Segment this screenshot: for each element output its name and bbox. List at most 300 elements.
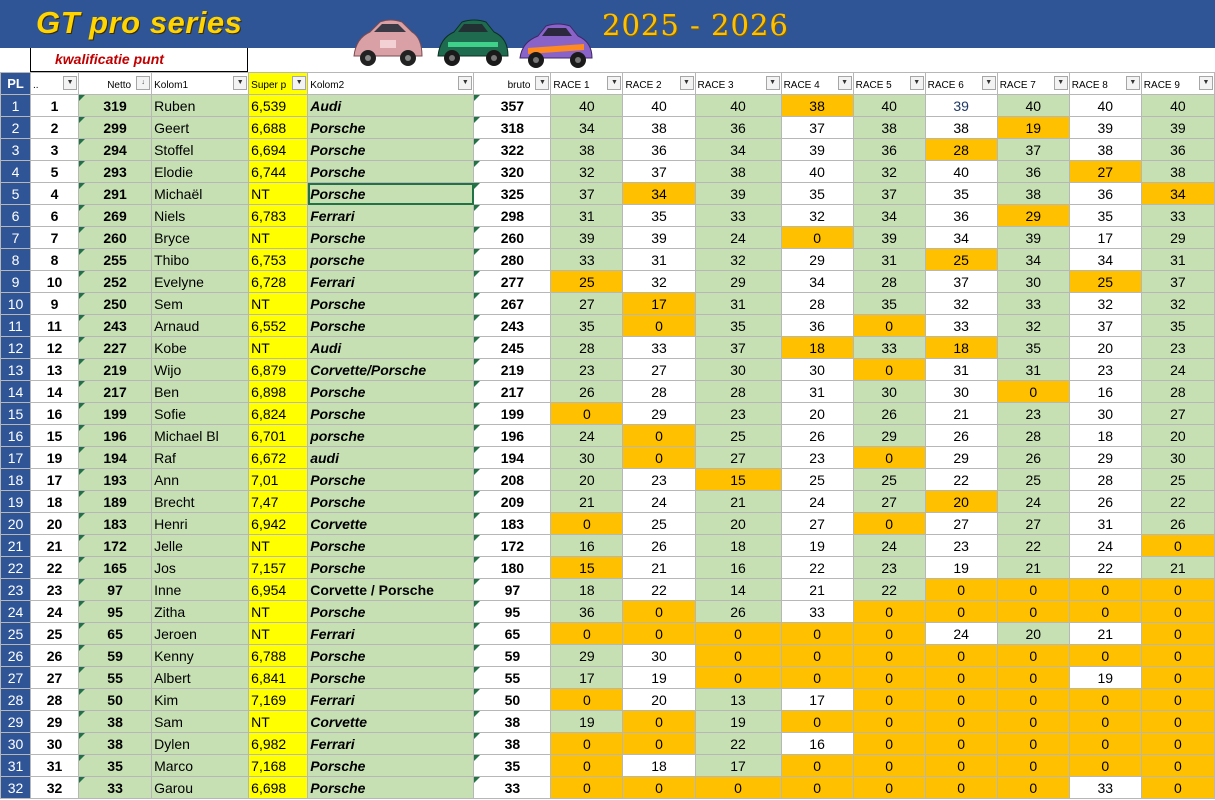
filter-dropdown-icon[interactable]: ▼ bbox=[766, 76, 780, 90]
race-7-cell[interactable]: 21 bbox=[997, 557, 1069, 579]
race-4-cell[interactable]: 29 bbox=[781, 249, 853, 271]
race-1-cell[interactable]: 38 bbox=[551, 139, 623, 161]
position-cell[interactable]: 23 bbox=[31, 579, 79, 601]
position-cell[interactable]: 19 bbox=[31, 447, 79, 469]
race-9-cell[interactable]: 0 bbox=[1141, 601, 1214, 623]
position-cell[interactable]: 20 bbox=[31, 513, 79, 535]
race-3-cell[interactable]: 28 bbox=[695, 381, 781, 403]
driver-name-cell[interactable]: Sem bbox=[152, 293, 249, 315]
header-bruto[interactable]: bruto ▼ bbox=[474, 73, 551, 95]
race-4-cell[interactable]: 38 bbox=[781, 95, 853, 117]
race-6-cell[interactable]: 30 bbox=[925, 381, 997, 403]
race-5-cell[interactable]: 27 bbox=[853, 491, 925, 513]
race-2-cell[interactable]: 33 bbox=[623, 337, 695, 359]
brand-cell[interactable]: Corvette/Porsche bbox=[308, 359, 474, 381]
race-8-cell[interactable]: 30 bbox=[1069, 403, 1141, 425]
race-4-cell[interactable]: 0 bbox=[781, 711, 853, 733]
race-1-cell[interactable]: 27 bbox=[551, 293, 623, 315]
netto-cell[interactable]: 299 bbox=[79, 117, 152, 139]
netto-cell[interactable]: 172 bbox=[79, 535, 152, 557]
race-2-cell[interactable]: 29 bbox=[623, 403, 695, 425]
race-2-cell[interactable]: 26 bbox=[623, 535, 695, 557]
driver-name-cell[interactable]: Zitha bbox=[152, 601, 249, 623]
race-7-cell[interactable]: 0 bbox=[997, 711, 1069, 733]
filter-dropdown-icon[interactable]: ▼ bbox=[910, 76, 924, 90]
race-7-cell[interactable]: 23 bbox=[997, 403, 1069, 425]
race-7-cell[interactable]: 19 bbox=[997, 117, 1069, 139]
race-7-cell[interactable]: 24 bbox=[997, 491, 1069, 513]
race-7-cell[interactable]: 0 bbox=[997, 645, 1069, 667]
brand-cell[interactable]: Porsche bbox=[308, 403, 474, 425]
race-9-cell[interactable]: 0 bbox=[1141, 711, 1214, 733]
race-9-cell[interactable]: 34 bbox=[1141, 183, 1214, 205]
header-race-1[interactable]: RACE 1 ▼ bbox=[551, 73, 623, 95]
race-9-cell[interactable]: 0 bbox=[1141, 777, 1214, 799]
race-9-cell[interactable]: 39 bbox=[1141, 117, 1214, 139]
race-5-cell[interactable]: 25 bbox=[853, 469, 925, 491]
position-cell[interactable]: 17 bbox=[31, 469, 79, 491]
position-cell[interactable]: 25 bbox=[31, 623, 79, 645]
position-cell[interactable]: 8 bbox=[31, 249, 79, 271]
race-9-cell[interactable]: 25 bbox=[1141, 469, 1214, 491]
race-6-cell[interactable]: 0 bbox=[925, 645, 997, 667]
race-2-cell[interactable]: 25 bbox=[623, 513, 695, 535]
race-9-cell[interactable]: 0 bbox=[1141, 689, 1214, 711]
super-pole-cell[interactable]: NT bbox=[249, 293, 308, 315]
race-2-cell[interactable]: 21 bbox=[623, 557, 695, 579]
driver-name-cell[interactable]: Ben bbox=[152, 381, 249, 403]
race-6-cell[interactable]: 21 bbox=[925, 403, 997, 425]
race-7-cell[interactable]: 0 bbox=[997, 755, 1069, 777]
filter-dropdown-icon[interactable]: ▼ bbox=[607, 76, 621, 90]
race-5-cell[interactable]: 38 bbox=[853, 117, 925, 139]
bruto-cell[interactable]: 35 bbox=[474, 755, 551, 777]
race-3-cell[interactable]: 39 bbox=[695, 183, 781, 205]
race-1-cell[interactable]: 24 bbox=[551, 425, 623, 447]
netto-cell[interactable]: 255 bbox=[79, 249, 152, 271]
race-1-cell[interactable]: 0 bbox=[551, 755, 623, 777]
race-7-cell[interactable]: 0 bbox=[997, 777, 1069, 799]
super-pole-cell[interactable]: 6,753 bbox=[249, 249, 308, 271]
race-4-cell[interactable]: 30 bbox=[781, 359, 853, 381]
race-1-cell[interactable]: 31 bbox=[551, 205, 623, 227]
race-7-cell[interactable]: 38 bbox=[997, 183, 1069, 205]
race-3-cell[interactable]: 38 bbox=[695, 161, 781, 183]
race-9-cell[interactable]: 24 bbox=[1141, 359, 1214, 381]
driver-name-cell[interactable]: Wijo bbox=[152, 359, 249, 381]
brand-cell[interactable]: Ferrari bbox=[308, 689, 474, 711]
super-pole-cell[interactable]: NT bbox=[249, 535, 308, 557]
race-4-cell[interactable]: 18 bbox=[781, 337, 853, 359]
race-1-cell[interactable]: 0 bbox=[551, 623, 623, 645]
race-4-cell[interactable]: 0 bbox=[781, 623, 853, 645]
netto-cell[interactable]: 260 bbox=[79, 227, 152, 249]
race-8-cell[interactable]: 0 bbox=[1069, 711, 1141, 733]
header-super[interactable]: Super p ▼ bbox=[249, 73, 308, 95]
position-cell[interactable]: 14 bbox=[31, 381, 79, 403]
driver-name-cell[interactable]: Raf bbox=[152, 447, 249, 469]
position-cell[interactable]: 15 bbox=[31, 425, 79, 447]
bruto-cell[interactable]: 50 bbox=[474, 689, 551, 711]
bruto-cell[interactable]: 243 bbox=[474, 315, 551, 337]
brand-cell[interactable]: Ferrari bbox=[308, 623, 474, 645]
netto-cell[interactable]: 95 bbox=[79, 601, 152, 623]
driver-name-cell[interactable]: Evelyne bbox=[152, 271, 249, 293]
race-7-cell[interactable]: 0 bbox=[997, 733, 1069, 755]
brand-cell[interactable]: Porsche bbox=[308, 139, 474, 161]
filter-dropdown-icon[interactable]: ▼ bbox=[535, 76, 549, 90]
race-3-cell[interactable]: 20 bbox=[695, 513, 781, 535]
race-5-cell[interactable]: 31 bbox=[853, 249, 925, 271]
race-9-cell[interactable]: 0 bbox=[1141, 645, 1214, 667]
race-5-cell[interactable]: 0 bbox=[853, 689, 925, 711]
driver-name-cell[interactable]: Michaël bbox=[152, 183, 249, 205]
position-cell[interactable]: 2 bbox=[31, 117, 79, 139]
filter-dropdown-icon[interactable]: ▼ bbox=[233, 76, 247, 90]
super-pole-cell[interactable]: 6,539 bbox=[249, 95, 308, 117]
position-cell[interactable]: 12 bbox=[31, 337, 79, 359]
brand-cell[interactable]: Corvette bbox=[308, 711, 474, 733]
position-cell[interactable]: 32 bbox=[31, 777, 79, 799]
race-3-cell[interactable]: 33 bbox=[695, 205, 781, 227]
race-8-cell[interactable]: 27 bbox=[1069, 161, 1141, 183]
race-4-cell[interactable]: 0 bbox=[781, 755, 853, 777]
race-5-cell[interactable]: 32 bbox=[853, 161, 925, 183]
race-2-cell[interactable]: 0 bbox=[623, 425, 695, 447]
position-cell[interactable]: 5 bbox=[31, 161, 79, 183]
race-8-cell[interactable]: 25 bbox=[1069, 271, 1141, 293]
driver-name-cell[interactable]: Sofie bbox=[152, 403, 249, 425]
super-pole-cell[interactable]: 6,942 bbox=[249, 513, 308, 535]
race-8-cell[interactable]: 24 bbox=[1069, 535, 1141, 557]
race-4-cell[interactable]: 24 bbox=[781, 491, 853, 513]
position-cell[interactable]: 1 bbox=[31, 95, 79, 117]
netto-cell[interactable]: 38 bbox=[79, 733, 152, 755]
super-pole-cell[interactable]: NT bbox=[249, 601, 308, 623]
super-pole-cell[interactable]: NT bbox=[249, 183, 308, 205]
race-4-cell[interactable]: 25 bbox=[781, 469, 853, 491]
brand-cell[interactable]: Porsche bbox=[308, 491, 474, 513]
race-2-cell[interactable]: 18 bbox=[623, 755, 695, 777]
race-5-cell[interactable]: 0 bbox=[853, 733, 925, 755]
race-3-cell[interactable]: 0 bbox=[695, 667, 781, 689]
race-7-cell[interactable]: 20 bbox=[997, 623, 1069, 645]
netto-cell[interactable]: 33 bbox=[79, 777, 152, 799]
race-9-cell[interactable]: 0 bbox=[1141, 535, 1214, 557]
race-4-cell[interactable]: 34 bbox=[781, 271, 853, 293]
brand-cell[interactable]: Porsche bbox=[308, 667, 474, 689]
header-race-4[interactable]: RACE 4 ▼ bbox=[781, 73, 853, 95]
brand-cell[interactable]: Porsche bbox=[308, 161, 474, 183]
race-2-cell[interactable]: 24 bbox=[623, 491, 695, 513]
race-2-cell[interactable]: 28 bbox=[623, 381, 695, 403]
bruto-cell[interactable]: 199 bbox=[474, 403, 551, 425]
race-1-cell[interactable]: 20 bbox=[551, 469, 623, 491]
race-3-cell[interactable]: 29 bbox=[695, 271, 781, 293]
driver-name-cell[interactable]: Sam bbox=[152, 711, 249, 733]
filter-dropdown-icon[interactable]: ▼ bbox=[1054, 76, 1068, 90]
driver-name-cell[interactable]: Kenny bbox=[152, 645, 249, 667]
race-6-cell[interactable]: 19 bbox=[925, 557, 997, 579]
race-3-cell[interactable]: 36 bbox=[695, 117, 781, 139]
position-cell[interactable]: 21 bbox=[31, 535, 79, 557]
super-pole-cell[interactable]: 7,47 bbox=[249, 491, 308, 513]
race-1-cell[interactable]: 21 bbox=[551, 491, 623, 513]
race-9-cell[interactable]: 0 bbox=[1141, 667, 1214, 689]
brand-cell[interactable]: Porsche bbox=[308, 557, 474, 579]
race-1-cell[interactable]: 15 bbox=[551, 557, 623, 579]
race-1-cell[interactable]: 0 bbox=[551, 513, 623, 535]
race-1-cell[interactable]: 0 bbox=[551, 689, 623, 711]
race-2-cell[interactable]: 0 bbox=[623, 733, 695, 755]
position-cell[interactable]: 31 bbox=[31, 755, 79, 777]
netto-cell[interactable]: 269 bbox=[79, 205, 152, 227]
race-1-cell[interactable]: 35 bbox=[551, 315, 623, 337]
race-4-cell[interactable]: 16 bbox=[781, 733, 853, 755]
race-8-cell[interactable]: 26 bbox=[1069, 491, 1141, 513]
race-8-cell[interactable]: 33 bbox=[1069, 777, 1141, 799]
race-3-cell[interactable]: 16 bbox=[695, 557, 781, 579]
bruto-cell[interactable]: 277 bbox=[474, 271, 551, 293]
race-6-cell[interactable]: 35 bbox=[925, 183, 997, 205]
race-5-cell[interactable]: 23 bbox=[853, 557, 925, 579]
bruto-cell[interactable]: 357 bbox=[474, 95, 551, 117]
race-8-cell[interactable]: 37 bbox=[1069, 315, 1141, 337]
brand-cell[interactable]: Porsche bbox=[308, 117, 474, 139]
race-5-cell[interactable]: 29 bbox=[853, 425, 925, 447]
race-5-cell[interactable]: 37 bbox=[853, 183, 925, 205]
race-6-cell[interactable]: 33 bbox=[925, 315, 997, 337]
race-8-cell[interactable]: 34 bbox=[1069, 249, 1141, 271]
race-5-cell[interactable]: 35 bbox=[853, 293, 925, 315]
race-4-cell[interactable]: 33 bbox=[781, 601, 853, 623]
driver-name-cell[interactable]: Geert bbox=[152, 117, 249, 139]
race-9-cell[interactable]: 0 bbox=[1141, 733, 1214, 755]
race-1-cell[interactable]: 39 bbox=[551, 227, 623, 249]
race-7-cell[interactable]: 25 bbox=[997, 469, 1069, 491]
race-3-cell[interactable]: 32 bbox=[695, 249, 781, 271]
race-7-cell[interactable]: 34 bbox=[997, 249, 1069, 271]
position-cell[interactable]: 4 bbox=[31, 183, 79, 205]
race-3-cell[interactable]: 37 bbox=[695, 337, 781, 359]
race-8-cell[interactable]: 39 bbox=[1069, 117, 1141, 139]
header-netto[interactable]: Netto ↓ bbox=[79, 73, 152, 95]
super-pole-cell[interactable]: 6,841 bbox=[249, 667, 308, 689]
race-3-cell[interactable]: 30 bbox=[695, 359, 781, 381]
sort-filter-icon[interactable]: ↓ bbox=[136, 76, 150, 90]
race-9-cell[interactable]: 26 bbox=[1141, 513, 1214, 535]
bruto-cell[interactable]: 208 bbox=[474, 469, 551, 491]
netto-cell[interactable]: 65 bbox=[79, 623, 152, 645]
race-6-cell[interactable]: 20 bbox=[925, 491, 997, 513]
race-1-cell[interactable]: 30 bbox=[551, 447, 623, 469]
bruto-cell[interactable]: 38 bbox=[474, 711, 551, 733]
super-pole-cell[interactable]: 6,701 bbox=[249, 425, 308, 447]
filter-dropdown-icon[interactable]: ▼ bbox=[680, 76, 694, 90]
super-pole-cell[interactable]: 6,694 bbox=[249, 139, 308, 161]
driver-name-cell[interactable]: Elodie bbox=[152, 161, 249, 183]
header-kolom2[interactable]: Kolom2 ▼ bbox=[308, 73, 474, 95]
race-7-cell[interactable]: 26 bbox=[997, 447, 1069, 469]
position-cell[interactable]: 10 bbox=[31, 271, 79, 293]
driver-name-cell[interactable]: Thibo bbox=[152, 249, 249, 271]
race-1-cell[interactable]: 37 bbox=[551, 183, 623, 205]
race-3-cell[interactable]: 25 bbox=[695, 425, 781, 447]
bruto-cell[interactable]: 172 bbox=[474, 535, 551, 557]
driver-name-cell[interactable]: Jos bbox=[152, 557, 249, 579]
super-pole-cell[interactable]: NT bbox=[249, 337, 308, 359]
netto-cell[interactable]: 194 bbox=[79, 447, 152, 469]
race-7-cell[interactable]: 22 bbox=[997, 535, 1069, 557]
bruto-cell[interactable]: 318 bbox=[474, 117, 551, 139]
brand-cell[interactable]: audi bbox=[308, 447, 474, 469]
race-1-cell[interactable]: 40 bbox=[551, 95, 623, 117]
race-3-cell[interactable]: 13 bbox=[695, 689, 781, 711]
bruto-cell[interactable]: 217 bbox=[474, 381, 551, 403]
driver-name-cell[interactable]: Arnaud bbox=[152, 315, 249, 337]
driver-name-cell[interactable]: Jelle bbox=[152, 535, 249, 557]
race-2-cell[interactable]: 17 bbox=[623, 293, 695, 315]
race-3-cell[interactable]: 26 bbox=[695, 601, 781, 623]
race-1-cell[interactable]: 26 bbox=[551, 381, 623, 403]
race-3-cell[interactable]: 18 bbox=[695, 535, 781, 557]
driver-name-cell[interactable]: Ruben bbox=[152, 95, 249, 117]
brand-cell[interactable]: Ferrari bbox=[308, 733, 474, 755]
race-8-cell[interactable]: 36 bbox=[1069, 183, 1141, 205]
bruto-cell[interactable]: 183 bbox=[474, 513, 551, 535]
header-kolom1[interactable]: Kolom1 ▼ bbox=[152, 73, 249, 95]
race-6-cell[interactable]: 34 bbox=[925, 227, 997, 249]
race-3-cell[interactable]: 0 bbox=[695, 623, 781, 645]
race-2-cell[interactable]: 38 bbox=[623, 117, 695, 139]
position-cell[interactable]: 22 bbox=[31, 557, 79, 579]
race-4-cell[interactable]: 39 bbox=[781, 139, 853, 161]
race-9-cell[interactable]: 27 bbox=[1141, 403, 1214, 425]
bruto-cell[interactable]: 322 bbox=[474, 139, 551, 161]
brand-cell[interactable]: Porsche bbox=[308, 645, 474, 667]
driver-name-cell[interactable]: Inne bbox=[152, 579, 249, 601]
header-pos[interactable]: .. ▼ bbox=[31, 73, 79, 95]
brand-cell[interactable]: porsche bbox=[308, 249, 474, 271]
race-9-cell[interactable]: 33 bbox=[1141, 205, 1214, 227]
race-2-cell[interactable]: 22 bbox=[623, 579, 695, 601]
race-2-cell[interactable]: 30 bbox=[623, 645, 695, 667]
race-5-cell[interactable]: 36 bbox=[853, 139, 925, 161]
race-4-cell[interactable]: 0 bbox=[781, 645, 853, 667]
race-8-cell[interactable]: 0 bbox=[1069, 645, 1141, 667]
brand-cell[interactable]: Porsche bbox=[308, 535, 474, 557]
brand-cell[interactable]: Porsche bbox=[308, 227, 474, 249]
super-pole-cell[interactable]: 6,824 bbox=[249, 403, 308, 425]
race-9-cell[interactable]: 37 bbox=[1141, 271, 1214, 293]
netto-cell[interactable]: 165 bbox=[79, 557, 152, 579]
race-6-cell[interactable]: 31 bbox=[925, 359, 997, 381]
driver-name-cell[interactable]: Michael Bl bbox=[152, 425, 249, 447]
race-2-cell[interactable]: 32 bbox=[623, 271, 695, 293]
race-9-cell[interactable]: 30 bbox=[1141, 447, 1214, 469]
race-7-cell[interactable]: 0 bbox=[997, 667, 1069, 689]
brand-cell[interactable]: Ferrari bbox=[308, 271, 474, 293]
race-4-cell[interactable]: 22 bbox=[781, 557, 853, 579]
bruto-cell[interactable]: 325 bbox=[474, 183, 551, 205]
race-5-cell[interactable]: 39 bbox=[853, 227, 925, 249]
race-2-cell[interactable]: 23 bbox=[623, 469, 695, 491]
race-5-cell[interactable]: 0 bbox=[853, 623, 925, 645]
brand-cell[interactable]: Porsche bbox=[308, 293, 474, 315]
netto-cell[interactable]: 199 bbox=[79, 403, 152, 425]
race-9-cell[interactable]: 0 bbox=[1141, 755, 1214, 777]
race-4-cell[interactable]: 21 bbox=[781, 579, 853, 601]
race-4-cell[interactable]: 0 bbox=[781, 667, 853, 689]
race-6-cell[interactable]: 37 bbox=[925, 271, 997, 293]
header-race-5[interactable]: RACE 5 ▼ bbox=[853, 73, 925, 95]
bruto-cell[interactable]: 267 bbox=[474, 293, 551, 315]
driver-name-cell[interactable]: Albert bbox=[152, 667, 249, 689]
race-1-cell[interactable]: 17 bbox=[551, 667, 623, 689]
brand-cell[interactable]: Porsche bbox=[308, 183, 474, 205]
brand-cell[interactable]: porsche bbox=[308, 425, 474, 447]
bruto-cell[interactable]: 38 bbox=[474, 733, 551, 755]
race-7-cell[interactable]: 40 bbox=[997, 95, 1069, 117]
race-6-cell[interactable]: 36 bbox=[925, 205, 997, 227]
netto-cell[interactable]: 252 bbox=[79, 271, 152, 293]
super-pole-cell[interactable]: 6,898 bbox=[249, 381, 308, 403]
position-cell[interactable]: 28 bbox=[31, 689, 79, 711]
brand-cell[interactable]: Ferrari bbox=[308, 205, 474, 227]
netto-cell[interactable]: 189 bbox=[79, 491, 152, 513]
race-7-cell[interactable]: 0 bbox=[997, 579, 1069, 601]
race-1-cell[interactable]: 28 bbox=[551, 337, 623, 359]
race-8-cell[interactable]: 0 bbox=[1069, 733, 1141, 755]
race-5-cell[interactable]: 22 bbox=[853, 579, 925, 601]
race-5-cell[interactable]: 30 bbox=[853, 381, 925, 403]
header-race-9[interactable]: RACE 9 ▼ bbox=[1141, 73, 1214, 95]
race-1-cell[interactable]: 25 bbox=[551, 271, 623, 293]
race-1-cell[interactable]: 23 bbox=[551, 359, 623, 381]
race-8-cell[interactable]: 21 bbox=[1069, 623, 1141, 645]
super-pole-cell[interactable]: 6,744 bbox=[249, 161, 308, 183]
filter-dropdown-icon[interactable]: ▼ bbox=[1126, 76, 1140, 90]
race-6-cell[interactable]: 0 bbox=[925, 733, 997, 755]
race-6-cell[interactable]: 26 bbox=[925, 425, 997, 447]
netto-cell[interactable]: 217 bbox=[79, 381, 152, 403]
race-3-cell[interactable]: 34 bbox=[695, 139, 781, 161]
position-cell[interactable]: 30 bbox=[31, 733, 79, 755]
netto-cell[interactable]: 227 bbox=[79, 337, 152, 359]
race-7-cell[interactable]: 27 bbox=[997, 513, 1069, 535]
brand-cell[interactable]: Audi bbox=[308, 337, 474, 359]
race-7-cell[interactable]: 32 bbox=[997, 315, 1069, 337]
race-8-cell[interactable]: 31 bbox=[1069, 513, 1141, 535]
position-cell[interactable]: 24 bbox=[31, 601, 79, 623]
race-3-cell[interactable]: 31 bbox=[695, 293, 781, 315]
super-pole-cell[interactable]: 6,672 bbox=[249, 447, 308, 469]
super-pole-cell[interactable]: 7,169 bbox=[249, 689, 308, 711]
race-5-cell[interactable]: 34 bbox=[853, 205, 925, 227]
bruto-cell[interactable]: 95 bbox=[474, 601, 551, 623]
race-7-cell[interactable]: 29 bbox=[997, 205, 1069, 227]
super-pole-cell[interactable]: NT bbox=[249, 623, 308, 645]
race-5-cell[interactable]: 0 bbox=[853, 315, 925, 337]
filter-dropdown-icon[interactable]: ▼ bbox=[63, 76, 77, 90]
netto-cell[interactable]: 250 bbox=[79, 293, 152, 315]
race-6-cell[interactable]: 0 bbox=[925, 755, 997, 777]
race-8-cell[interactable]: 40 bbox=[1069, 95, 1141, 117]
position-cell[interactable]: 26 bbox=[31, 645, 79, 667]
race-1-cell[interactable]: 36 bbox=[551, 601, 623, 623]
race-8-cell[interactable]: 0 bbox=[1069, 755, 1141, 777]
race-4-cell[interactable]: 17 bbox=[781, 689, 853, 711]
